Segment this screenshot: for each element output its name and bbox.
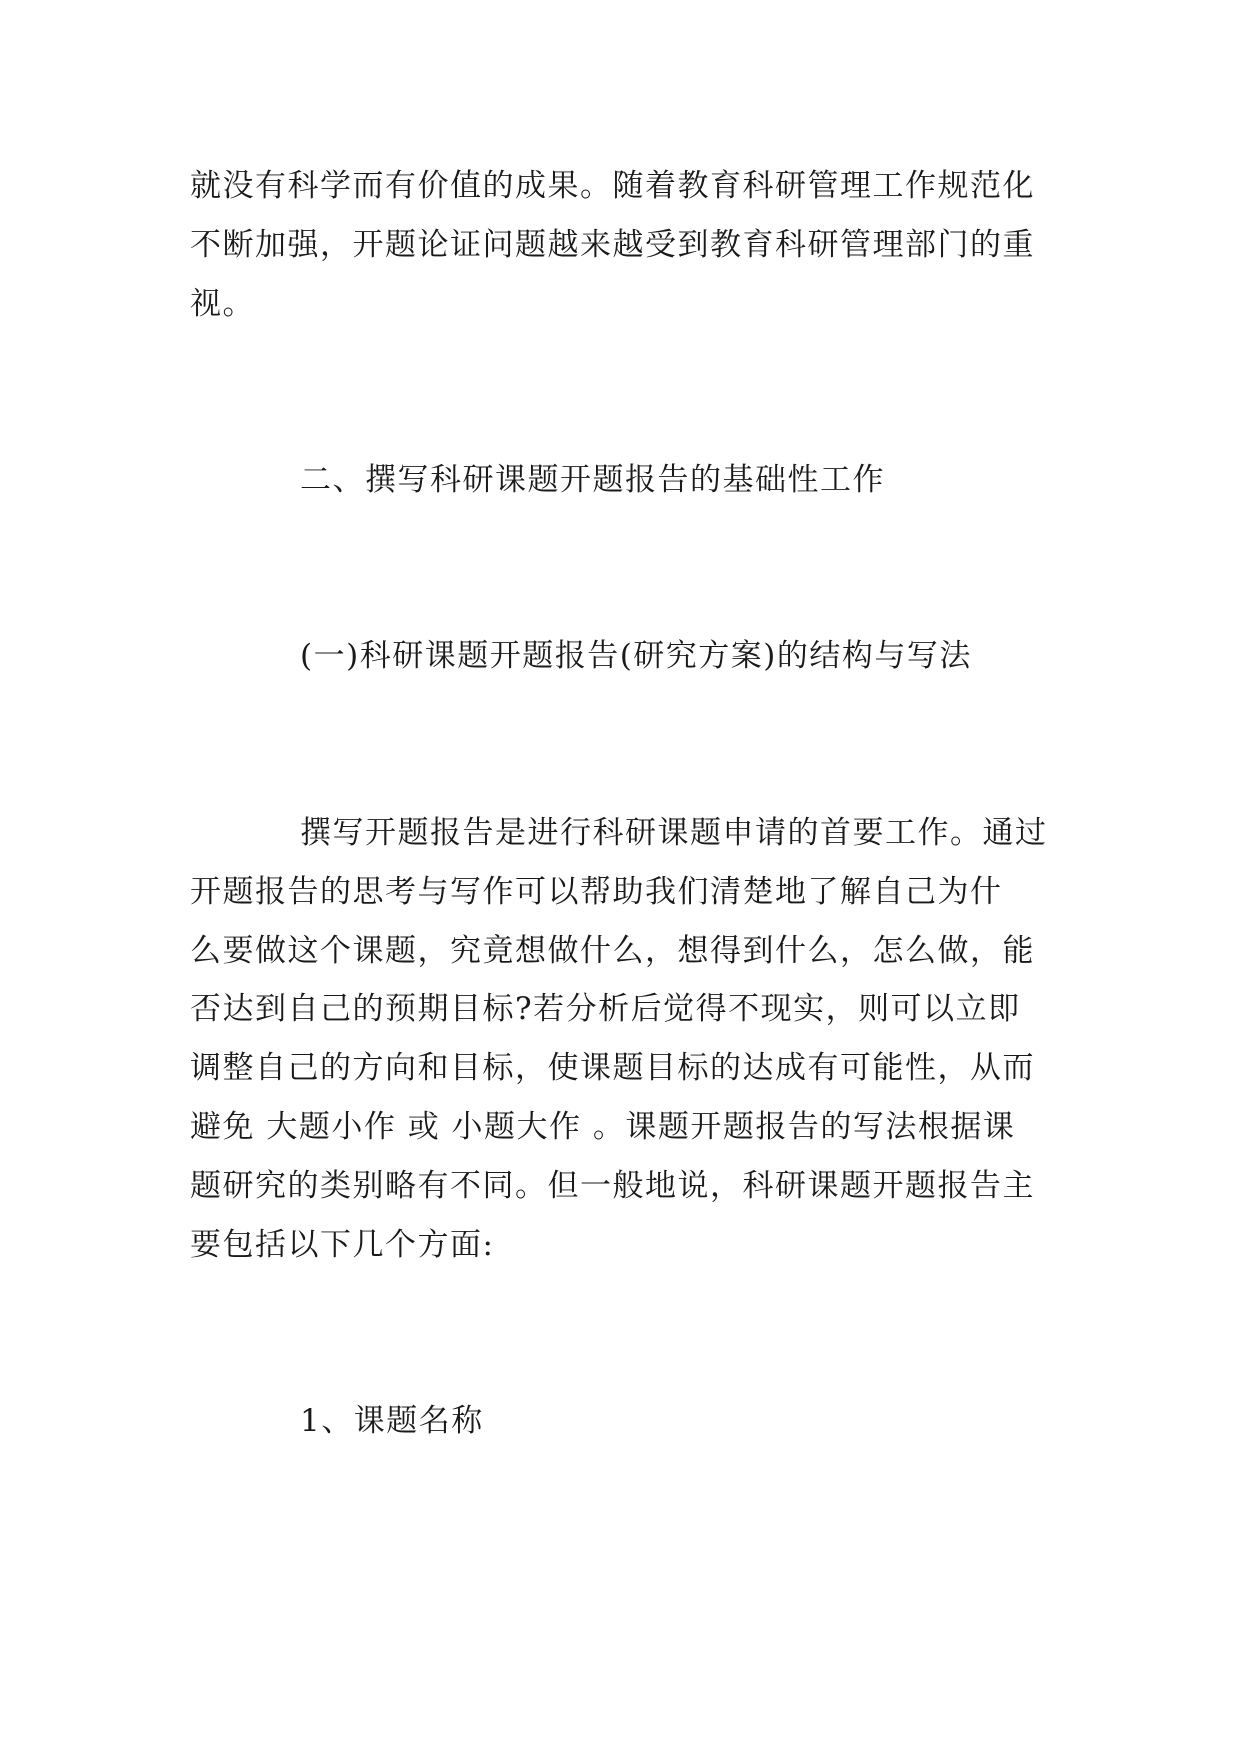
section-heading: 二、撰写科研课题开题报告的基础性工作	[300, 462, 885, 498]
body-paragraph-line-6: 避免 大题小作 或 小题大作 。课题开题报告的写法根据课	[190, 1109, 1016, 1145]
item-heading: 1、课题名称	[300, 1403, 484, 1439]
intro-paragraph-line-1: 就没有科学而有价值的成果。随着教育科研管理工作规范化	[190, 168, 1035, 204]
subsection-heading: (一)科研课题开题报告(研究方案)的结构与写法	[300, 638, 972, 674]
body-paragraph-line-5: 调整自己的方向和目标，使课题目标的达成有可能性，从而	[190, 1050, 1035, 1086]
body-paragraph-line-1: 撰写开题报告是进行科研课题申请的首要工作。通过	[300, 815, 1048, 851]
intro-paragraph-line-2: 不断加强，开题论证问题越来越受到教育科研管理部门的重	[190, 227, 1035, 263]
body-paragraph-line-2: 开题报告的思考与写作可以帮助我们清楚地了解自己为什	[190, 874, 1003, 910]
intro-paragraph-line-3: 视。	[190, 286, 255, 322]
body-paragraph-line-4: 否达到自己的预期目标?若分析后觉得不现实，则可以立即	[190, 991, 1021, 1027]
body-paragraph-line-3: 么要做这个课题，究竟想做什么，想得到什么，怎么做，能	[190, 933, 1035, 969]
body-paragraph-line-7: 题研究的类别略有不同。但一般地说，科研课题开题报告主	[190, 1168, 1035, 1204]
body-paragraph-line-8: 要包括以下几个方面:	[190, 1227, 495, 1263]
